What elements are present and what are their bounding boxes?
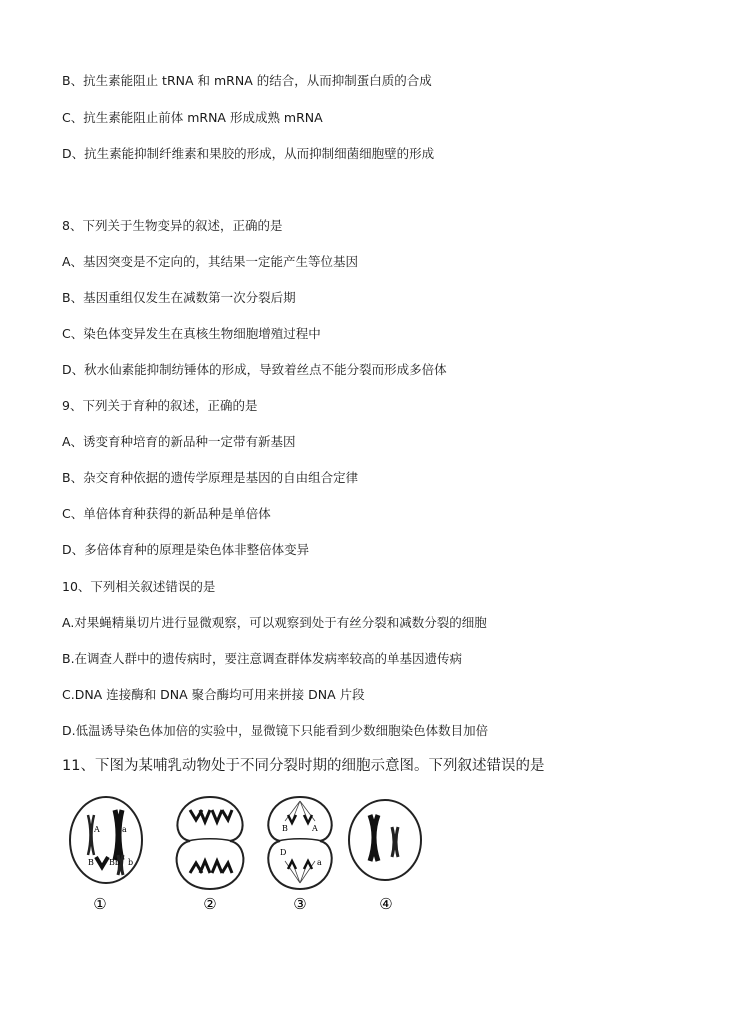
cell-division-figure [60,785,440,920]
gene-label: Bb [109,858,120,867]
cell-label-1: ① [93,895,107,913]
q9-option-d: D、多倍体育种的原理是染色体非整倍体变异 [62,542,310,557]
gene-label: a [317,858,322,867]
gene-label: A [94,825,100,834]
cell-1-diagram [70,797,142,913]
q7-option-c: C、抗生素能阻止前体 mRNA 形成成熟 mRNA [62,110,323,125]
q9-stem: 9、下列关于育种的叙述，正确的是 [62,398,258,413]
q10-option-c: C.DNA 连接酶和 DNA 聚合酶均可用来拼接 DNA 片段 [62,687,365,702]
cell-3-diagram [268,797,331,913]
gene-label: A [312,824,318,833]
cell-label-2: ② [203,895,217,913]
gene-label: B [88,858,94,867]
q9-option-b: B、杂交育种依据的遗传学原理是基因的自由组合定律 [62,470,359,485]
q10-option-b: B.在调查人群中的遗传病时，要注意调查群体发病率较高的单基因遗传病 [62,651,463,666]
q10-stem: 10、下列相关叙述错误的是 [62,579,216,594]
q8-option-b: B、基因重组仅发生在减数第一次分裂后期 [62,290,296,305]
q9-option-c: C、单倍体育种获得的新品种是单倍体 [62,506,271,521]
q8-option-d: D、秋水仙素能抑制纺锤体的形成，导致着丝点不能分裂而形成多倍体 [62,362,447,377]
q10-option-a: A.对果蝇精巢切片进行显微观察，可以观察到处于有丝分裂和减数分裂的细胞 [62,615,487,630]
gene-label: D [280,848,287,857]
q8-stem: 8、下列关于生物变异的叙述，正确的是 [62,218,283,233]
q8-option-c: C、染色体变异发生在真核生物细胞增殖过程中 [62,326,321,341]
gene-label: b [128,858,134,867]
gene-label: a [122,825,127,834]
cell-label-3: ③ [293,895,307,913]
q7-option-d: D、抗生素能抑制纤维素和果胶的形成，从而抑制细菌细胞壁的形成 [62,146,435,161]
q10-option-d: D.低温诱导染色体加倍的实验中，显微镜下只能看到少数细胞染色体数目加倍 [62,723,489,738]
cell-4-diagram [349,800,421,913]
gene-label: B [282,824,288,833]
cell-label-4: ④ [379,895,393,913]
q9-option-a: A、诱变育种培育的新品种一定带有新基因 [62,434,296,449]
q8-option-a: A、基因突变是不定向的，其结果一定能产生等位基因 [62,254,359,269]
q11-stem: 11、下图为某哺乳动物处于不同分裂时期的细胞示意图。下列叙述错误的是 [62,758,545,774]
q7-option-b: B、抗生素能阻止 tRNA 和 mRNA 的结合，从而抑制蛋白质的合成 [62,73,432,88]
cell-2-diagram [177,797,244,913]
